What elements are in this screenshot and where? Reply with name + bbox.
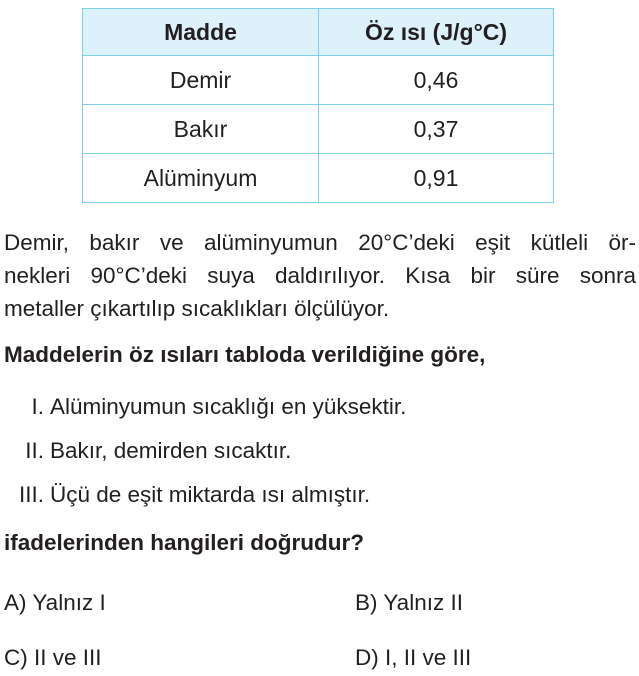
statement-text: Üçü de eşit miktarda ısı almıştır. <box>50 482 371 507</box>
statement-text: Bakır, demirden sıcaktır. <box>50 438 292 463</box>
statement-2 <box>4 438 291 464</box>
table-row <box>83 105 554 154</box>
substance-cell: Bakır <box>83 105 319 154</box>
column-header-specific-heat: Öz ısı (J/g°C) <box>319 9 554 56</box>
column-header-substance: Madde <box>83 9 319 56</box>
statement-1 <box>4 394 406 420</box>
paragraph-line: Demir, bakır ve alüminyumun 20°C’deki eşit kütleli ör- <box>4 230 636 255</box>
specific-heat-cell: 0,46 <box>319 56 554 105</box>
statement-number: I. <box>31 394 44 419</box>
statement-3 <box>4 482 370 508</box>
statement-number: III. <box>18 482 44 507</box>
substance-cell: Alüminyum <box>83 154 319 203</box>
specific-heat-table <box>82 8 554 203</box>
option-a[interactable]: A) Yalnız I <box>4 590 106 615</box>
table-row <box>83 56 554 105</box>
statement-text: Alüminyumun sıcaklığı en yüksektir. <box>50 394 407 419</box>
substance-cell: Demir <box>83 56 319 105</box>
option-d[interactable]: D) I, II ve III <box>355 645 472 670</box>
question-lead: Maddelerin öz ısıları tabloda verildiğine göre, <box>4 342 486 367</box>
specific-heat-cell: 0,91 <box>319 154 554 203</box>
option-c[interactable]: C) II ve III <box>4 645 102 670</box>
option-b[interactable]: B) Yalnız II <box>355 590 463 615</box>
paragraph-line: nekleri 90°C’deki suya daldırılıyor. Kısa bir süre sonra <box>4 263 636 288</box>
question-paragraph <box>4 226 636 325</box>
statement-number: II. <box>25 438 44 463</box>
table-header-row <box>83 9 554 56</box>
specific-heat-cell: 0,37 <box>319 105 554 154</box>
paragraph-line: metaller çıkartılıp sıcaklıkları ölçülüyor. <box>4 296 390 321</box>
table-row <box>83 154 554 203</box>
question-prompt: ifadelerinden hangileri doğrudur? <box>4 530 365 555</box>
